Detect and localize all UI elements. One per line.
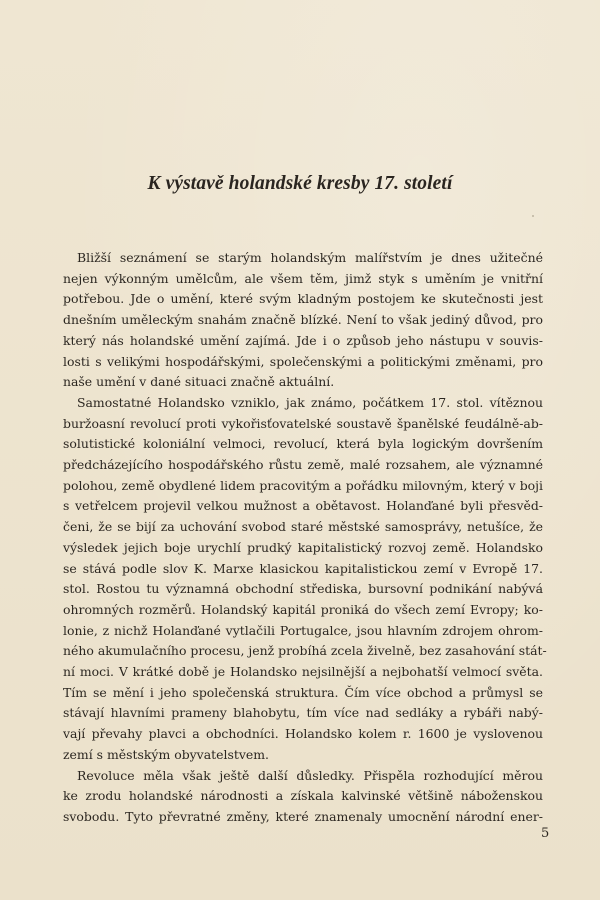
paragraph — [63, 248, 543, 393]
page-number: 5 — [541, 826, 550, 841]
text-line: který nás holandské umění zajímá. Jde i o způsob jeho nástupu v souvis- — [63, 332, 543, 348]
text-line: svobodu. Tyto převratné změny, které znamenaly umocnění národní ener- — [63, 808, 543, 824]
text-line: ke zrodu holandské národnosti a získala kalvinské většině náboženskou — [63, 788, 543, 804]
text-line: stávají hlavními prameny blahobytu, tím více nad sedláky a rybáři nabý- — [63, 705, 543, 721]
text-line: ohromných rozměrů. Holandský kapitál proniká do všech zemí Evropy; ko- — [63, 601, 543, 617]
text-line: dnešním uměleckým snahám značně blízké. Není to však jediný důvod, pro — [63, 312, 543, 328]
text-line: výsledek jejich boje urychlí prudký kapitalistický rozvoj země. Holandsko — [63, 539, 543, 555]
text-line: naše umění v dané situaci značně aktuální. — [63, 374, 335, 390]
text-line: s vetřelcem projevil velkou mužnost a obětavost. Holanďané byli přesvěd- — [63, 498, 543, 514]
page-title: K výstavě holandské kresby 17. století — [147, 173, 453, 194]
paragraph — [63, 393, 547, 766]
text-line: stol. Rostou tu významná obchodní střediska, bursovní podnikání nabývá — [63, 581, 543, 597]
body-text — [63, 248, 547, 828]
text-line: losti s velikými hospodářskými, společenskými a politickými změnami, pro — [63, 353, 543, 369]
text-line: ného akumulačního procesu, jenž probíhá zcela živelně, bez zasahování stát- — [63, 643, 547, 659]
text-line: zemí s městským obyvatelstvem. — [63, 746, 269, 762]
text-line: ní moci. V krátké době je Holandsko nejsilnější a nejbohatší velmocí světa. — [63, 664, 543, 680]
text-line: vají převahy plavci a obchodníci. Holandsko kolem r. 1600 je vyslovenou — [63, 726, 543, 742]
text-line: Samostatné Holandsko vzniklo, jak známo, počátkem 17. stol. vítěznou — [77, 394, 543, 410]
paper-speck — [532, 215, 534, 217]
text-line: nejen výkonným umělcům, ale všem těm, jimž styk s uměním je vnitřní — [63, 270, 543, 286]
text-line: potřebou. Jde o umění, které svým kladným postojem ke skutečnosti jest — [63, 291, 543, 307]
text-line: solutistické koloniální velmoci, revolucí, která byla logickým dovršením — [63, 436, 543, 452]
text-line: buržoasní revolucí proti vykořisťovatelské soustavě španělské feudálně-ab- — [63, 415, 543, 431]
text-line: Revoluce měla však ještě další důsledky. Přispěla rozhodující měrou — [77, 767, 543, 783]
text-line: předcházejícího hospodářského růstu země, malé rozsahem, ale významné — [63, 457, 543, 473]
text-line: Bližší seznámení se starým holandským malířstvím je dnes užitečné — [77, 250, 543, 265]
text-line: Tím se mění i jeho společenská struktura. Čím více obchod a průmysl se — [63, 684, 543, 700]
text-line: lonie, z nichž Holanďané vytlačili Portugalce, jsou hlavním zdrojem ohrom- — [63, 622, 543, 638]
text-line: polohou, země obydlené lidem pracovitým a pořádku milovným, který v boji — [63, 477, 543, 493]
paragraph — [63, 766, 543, 828]
text-line: se stává podle slov K. Marxe klasickou kapitalistickou zemí v Evropě 17. — [63, 560, 543, 576]
text-line: čeni, že se bijí za uchování svobod staré městské samosprávy, netušíce, že — [63, 519, 543, 535]
